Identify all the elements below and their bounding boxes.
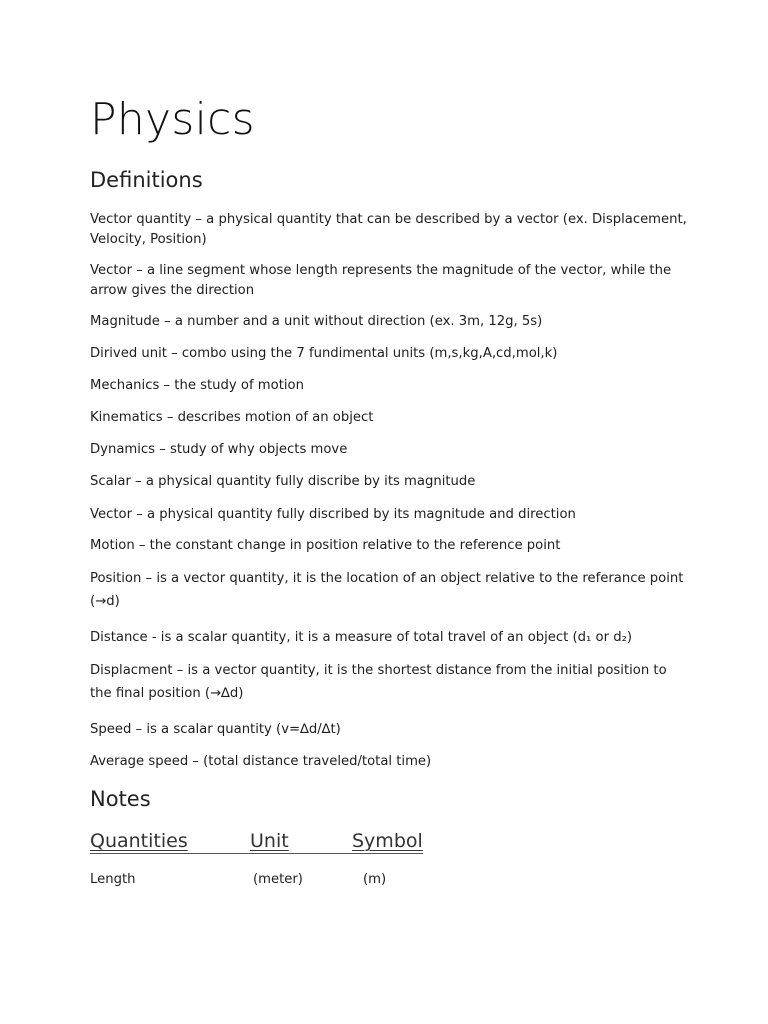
definition-position: Position – is a vector quantity, it is the location of an object relative to the referance point (→d) [90,571,684,609]
definition-derived-unit: Dirived unit – combo using the 7 fundimental units (m,s,kg,A,cd,mol,k) [90,346,558,361]
definition-scalar: Scalar – a physical quantity fully discribe by its magnitude [90,474,476,489]
definition-vector-quantity: Vector quantity – a physical quantity that can be described by a vector (ex. Displacement, Velocity, Position) [90,212,687,247]
definitions-heading: Definitions [90,168,203,192]
column-header-symbol: Symbol [352,830,423,852]
definition-displacement: Displacment – is a vector quantity, it is the shortest distance from the initial position to the final position (→∆d) [90,663,667,701]
definition-speed: Speed – is a scalar quantity (v=∆d/∆t) [90,722,341,737]
column-header-unit: Unit [250,830,289,852]
page-title: Physics [90,94,255,145]
definition-vector-2: Vector – a physical quantity fully discribed by its magnitude and direction [90,507,576,522]
unit-cell: (meter) [253,872,303,887]
definition-average-speed: Average speed – (total distance traveled/total time) [90,754,432,769]
definition-kinematics: Kinematics – describes motion of an object [90,410,374,425]
definition-magnitude: Magnitude – a number and a unit without direction (ex. 3m, 12g, 5s) [90,314,543,329]
definition-distance: Distance - is a scalar quantity, it is a measure of total travel of an object (d₁ or d₂) [90,630,633,645]
definition-vector: Vector – a line segment whose length represents the magnitude of the vector, while the arrow gives the direction [90,263,672,298]
notes-heading: Notes [90,787,151,811]
symbol-cell: (m) [363,872,387,887]
definition-motion: Motion – the constant change in position relative to the reference point [90,538,561,553]
definition-mechanics: Mechanics – the study of motion [90,378,304,393]
header-underline [90,853,423,854]
column-header-quantities: Quantities [90,830,188,852]
definition-dynamics: Dynamics – study of why objects move [90,442,348,457]
quantity-cell: Length [90,872,136,887]
